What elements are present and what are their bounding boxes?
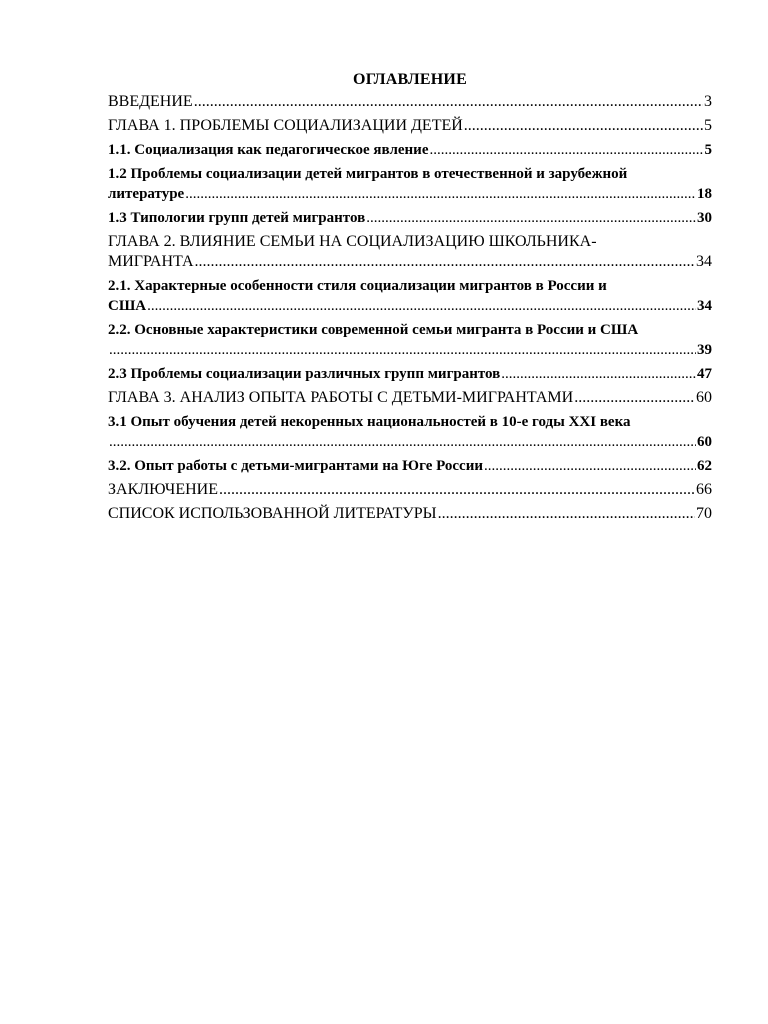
- dot-leader: [438, 504, 695, 524]
- toc-entry: [108, 140, 712, 160]
- toc-entry-line: [108, 340, 712, 360]
- toc-entries: [108, 92, 712, 524]
- toc-entry: [108, 364, 712, 384]
- toc-entry: [108, 164, 712, 204]
- toc-entry-text-line: 2.2. Основные характеристики современной семьи мигранта в России и США: [108, 322, 639, 338]
- toc-entry-title: ГЛАВА 3. АНАЛИЗ ОПЫТА РАБОТЫ С ДЕТЬМИ-МИГРАНТАМИ: [108, 389, 574, 406]
- toc-entry-line: [108, 480, 712, 500]
- toc-entry-page-number: 34: [696, 253, 712, 270]
- toc-entry-line: [108, 184, 712, 204]
- toc-entry: [108, 276, 712, 316]
- toc-entry-title: 1.1. Социализация как педагогическое явление: [108, 142, 429, 158]
- dot-leader: [109, 340, 696, 360]
- toc-entry-title: ГЛАВА 1. ПРОБЛЕМЫ СОЦИАЛИЗАЦИИ ДЕТЕЙ: [108, 117, 463, 134]
- dot-leader: [366, 208, 696, 228]
- toc-entry-line: [108, 456, 712, 476]
- table-of-contents: [108, 70, 712, 524]
- toc-entry-line: [108, 208, 712, 228]
- dot-leader: [574, 388, 695, 408]
- toc-entry-line: [108, 432, 712, 452]
- toc-entry-title: литературе: [108, 186, 185, 202]
- toc-entry: [108, 208, 712, 228]
- toc-entry: [108, 504, 712, 524]
- toc-entry-line: [108, 92, 712, 112]
- dot-leader: [194, 92, 703, 112]
- toc-entry-title: 2.3 Проблемы социализации различных групп мигрантов: [108, 366, 501, 382]
- dot-leader: [147, 296, 696, 316]
- toc-entry-title: США: [108, 298, 147, 314]
- toc-entry-line: [108, 388, 712, 408]
- toc-entry-page-number: 66: [696, 481, 712, 498]
- toc-entry-page-number: 18: [697, 186, 712, 202]
- toc-entry-page-number: 39: [697, 342, 712, 358]
- toc-entry-title: ЗАКЛЮЧЕНИЕ: [108, 481, 218, 498]
- toc-entry-text-line: 1.2 Проблемы социализации детей мигрантов в отечественной и зарубежной: [108, 166, 628, 182]
- dot-leader: [501, 364, 696, 384]
- toc-entry-title: СПИСОК ИСПОЛЬЗОВАННОЙ ЛИТЕРАТУРЫ: [108, 505, 437, 522]
- toc-entry-line: [108, 252, 712, 272]
- toc-entry: [108, 456, 712, 476]
- toc-entry-page-number: 47: [697, 366, 712, 382]
- toc-entry-text-line: 3.1 Опыт обучения детей некоренных национальностей в 10-е годы XXI века: [108, 414, 631, 430]
- toc-entry-line: [108, 296, 712, 316]
- toc-entry-line: [108, 116, 712, 136]
- toc-entry-page-number: 60: [697, 434, 712, 450]
- toc-entry-page-number: 3: [704, 93, 712, 110]
- toc-entry-page-number: 60: [696, 389, 712, 406]
- dot-leader: [185, 184, 696, 204]
- dot-leader: [429, 140, 703, 160]
- toc-entry: [108, 388, 712, 408]
- toc-entry: [108, 232, 712, 272]
- toc-entry-page-number: 70: [696, 505, 712, 522]
- dot-leader: [464, 116, 703, 136]
- toc-entry-title: МИГРАНТА: [108, 253, 194, 270]
- toc-entry: [108, 92, 712, 112]
- toc-entry: [108, 320, 712, 360]
- dot-leader: [219, 480, 695, 500]
- toc-entry-line: [108, 364, 712, 384]
- toc-entry-page-number: 5: [704, 117, 712, 134]
- toc-entry-line: [108, 504, 712, 524]
- toc-entry: [108, 480, 712, 500]
- toc-entry-title: ВВЕДЕНИЕ: [108, 93, 193, 110]
- toc-title: ОГЛАВЛЕНИЕ: [353, 71, 467, 88]
- dot-leader: [484, 456, 696, 476]
- dot-leader: [195, 252, 695, 272]
- toc-entry-page-number: 5: [704, 142, 712, 158]
- toc-entry-title: 1.3 Типологии групп детей мигрантов: [108, 210, 366, 226]
- toc-entry: [108, 412, 712, 452]
- toc-entry-page-number: 62: [697, 458, 712, 474]
- toc-entry-page-number: 30: [697, 210, 712, 226]
- toc-entry-page-number: 34: [697, 298, 712, 314]
- toc-entry: [108, 116, 712, 136]
- toc-entry-line: [108, 140, 712, 160]
- dot-leader: [109, 432, 696, 452]
- toc-entry-text-line: 2.1. Характерные особенности стиля социализации мигрантов в России и: [108, 278, 607, 294]
- toc-entry-title: 3.2. Опыт работы с детьми-мигрантами на Юге России: [108, 458, 483, 474]
- toc-entry-text-line: ГЛАВА 2. ВЛИЯНИЕ СЕМЬИ НА СОЦИАЛИЗАЦИЮ ШКОЛЬНИКА-: [108, 233, 597, 250]
